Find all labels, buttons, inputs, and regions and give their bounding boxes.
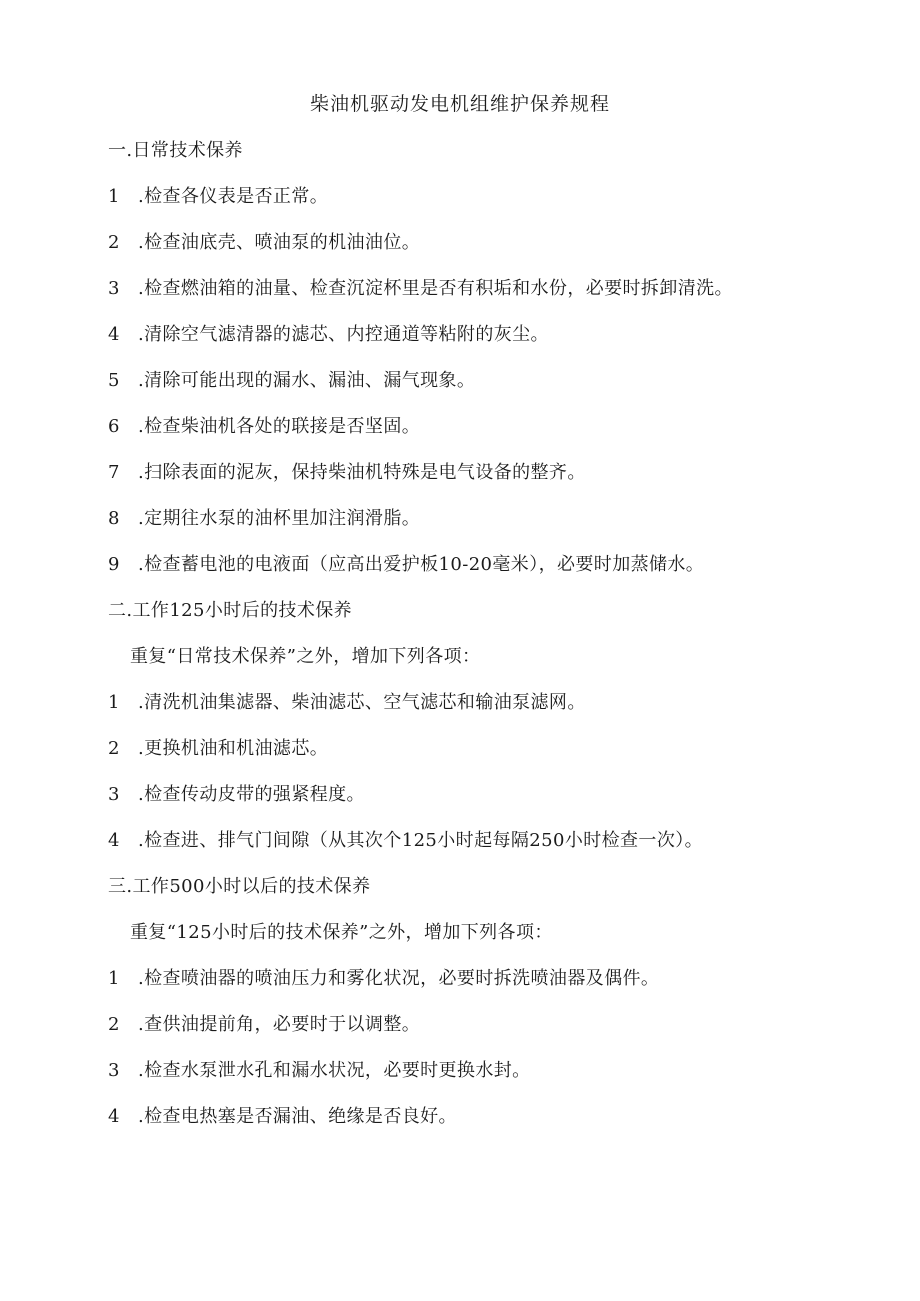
- item-number: 1: [108, 186, 120, 207]
- item-number: 1: [108, 968, 120, 989]
- list-item: [108, 1105, 457, 1129]
- item-text: .更换机油和机油滤芯。: [138, 738, 329, 759]
- item-number: 7: [108, 462, 120, 483]
- section-intro: 重复“125小时后的技术保养”之外，增加下列各项：: [130, 922, 553, 943]
- item-text: .检查各仪表是否正常。: [138, 186, 329, 207]
- item-number: 6: [108, 416, 120, 437]
- item-text: .定期往水泵的油杯里加注润滑脂。: [138, 508, 421, 529]
- item-text: .查供油提前角，必要时于以调整。: [138, 1014, 421, 1035]
- item-number: 2: [108, 232, 120, 253]
- item-number: 3: [108, 1060, 120, 1081]
- list-item: [108, 737, 328, 761]
- item-number: 1: [108, 692, 120, 713]
- item-text: .检查传动皮带的强紧程度。: [138, 784, 365, 805]
- item-number: 5: [108, 370, 120, 391]
- list-item: [108, 691, 586, 715]
- item-text: .检查喷油器的喷油压力和雾化状况，必要时拆洗喷油器及偶件。: [138, 968, 660, 989]
- list-item: [108, 553, 704, 577]
- list-item: [108, 507, 420, 531]
- list-item: [108, 415, 420, 439]
- item-text: .检查水泵泄水孔和漏水状况，必要时更换水封。: [138, 1060, 531, 1081]
- list-item: [108, 829, 703, 853]
- list-item: [108, 783, 365, 807]
- item-number: 4: [108, 830, 120, 851]
- item-text: .清除可能出现的漏水、漏油、漏气现象。: [138, 370, 476, 391]
- section-intro: 重复“日常技术保养”之外，增加下列各项：: [130, 646, 481, 667]
- list-item: [108, 967, 659, 991]
- item-text: .扫除表面的泥灰，保持柴油机特殊是电气设备的整齐。: [138, 462, 586, 483]
- item-text: .检查燃油箱的油量、检查沉淀杯里是否有积垢和水份，必要时拆卸清洗。: [138, 278, 733, 299]
- item-number: 3: [108, 784, 120, 805]
- item-number: 4: [108, 1106, 120, 1127]
- list-item: [108, 461, 586, 485]
- list-item: [108, 185, 328, 209]
- list-item: [108, 1059, 531, 1083]
- document-title: 柴油机驱动发电机组维护保养规程: [309, 93, 610, 115]
- list-item: [108, 277, 733, 301]
- item-text: .检查柴油机各处的联接是否坚固。: [138, 416, 421, 437]
- item-text: .清除空气滤清器的滤芯、内控通道等粘附的灰尘。: [138, 324, 549, 345]
- list-item: [108, 323, 549, 347]
- item-text: .清洗机油集滤器、柴油滤芯、空气滤芯和输油泵滤网。: [138, 692, 586, 713]
- item-text: .检查进、排气门间隙（从其次个125小时起每隔250小时检查一次）。: [138, 830, 704, 851]
- item-number: 2: [108, 738, 120, 759]
- item-number: 2: [108, 1014, 120, 1035]
- item-number: 3: [108, 278, 120, 299]
- section-heading: 三.工作500小时以后的技术保养: [108, 876, 371, 897]
- item-text: .检查油底壳、喷油泵的机油油位。: [138, 232, 421, 253]
- item-text: .检查电热塞是否漏油、绝缘是否良好。: [138, 1106, 457, 1127]
- item-text: .检查蓄电池的电液面（应高出爱护板10-20毫米），必要时加蒸储水。: [138, 554, 705, 575]
- list-item: [108, 369, 475, 393]
- section-heading: 二.工作125小时后的技术保养: [108, 600, 353, 621]
- list-item: [108, 231, 420, 255]
- item-number: 4: [108, 324, 120, 345]
- section-heading: 一.日常技术保养: [108, 140, 243, 161]
- list-item: [108, 1013, 420, 1037]
- item-number: 8: [108, 508, 120, 529]
- item-number: 9: [108, 554, 120, 575]
